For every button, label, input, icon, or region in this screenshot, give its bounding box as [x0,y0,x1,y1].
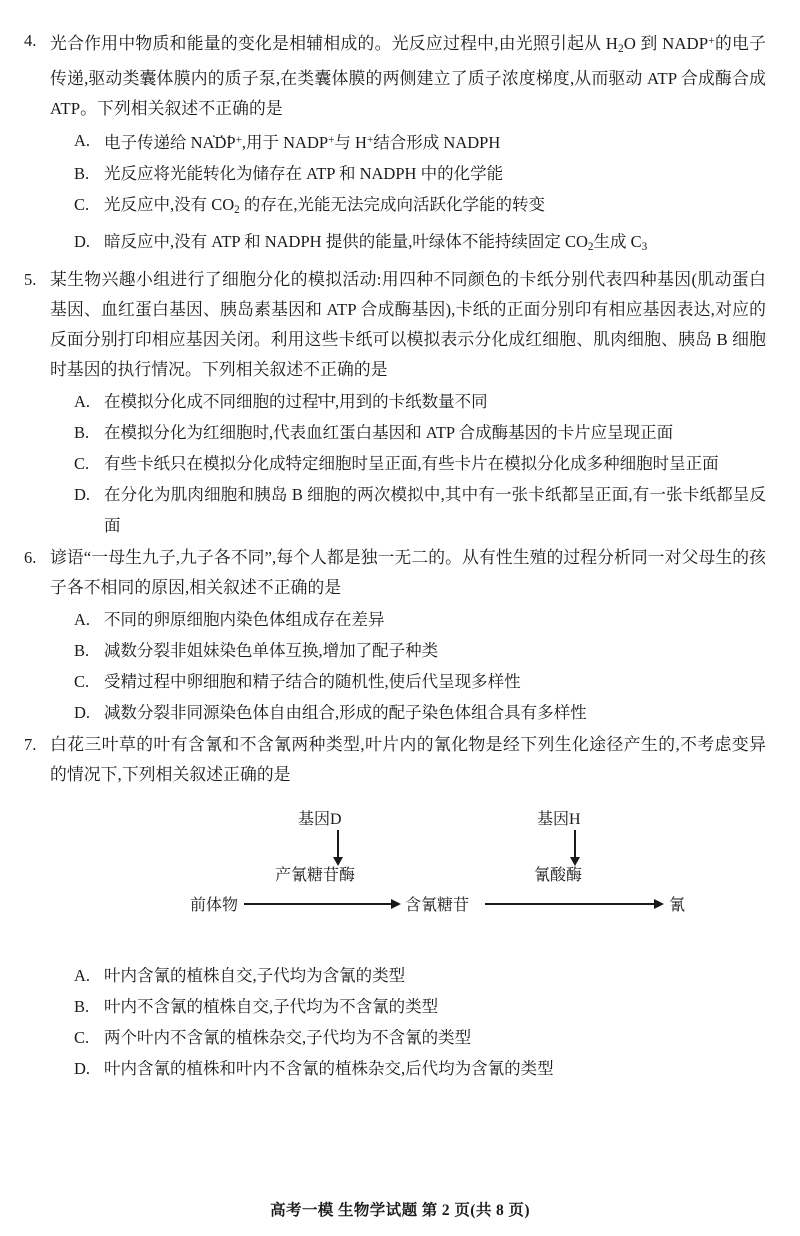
arrow-down-gene-d-icon [337,830,339,858]
option-text: 光反应中,没有 $CO_2$ 的存在,光能无法完成向活跃化学能的转变 [104,195,546,217]
options-list [50,960,766,1084]
diagram-label-intermediate: 含氰糖苷 [405,897,470,915]
option-text: 暗反应中,没有 ATP 和 NADPH 提供的能量,叶绿体不能持续固定 $CO_2$生成 $C_3$ [104,232,648,254]
option-label: A. [74,610,91,630]
arrow-down-gene-h-icon [574,830,576,858]
option-c[interactable] [50,666,766,697]
question-body [50,730,766,1084]
option-d[interactable] [50,226,766,263]
option-text: 减数分裂非姐妹染色单体互换,增加了配子种类 [104,641,439,661]
question-stem: 谚语“一母生九子,九子各不同”,每个人都是独一无二的。从有性生殖的过程分析同一对父母生的孩子各不相同的原因,相关叙述不正确 ...的是 [50,543,766,603]
option-a[interactable] [50,125,766,158]
option-label: D. [74,485,91,505]
question-5 [22,265,766,541]
option-c[interactable] [50,189,766,226]
option-c[interactable] [50,1022,766,1053]
diagram-label-enzyme1: 产氰糖苷酶 [275,867,356,885]
option-text: 叶内含氰的植株自交,子代均为含氰的类型 [104,966,406,986]
option-text: 在模拟分化成不同细胞的过程中,用到的卡纸数量不同 [104,392,488,412]
arrow-right-step2-icon [485,903,655,905]
question-body [50,265,766,541]
option-a[interactable] [50,386,766,417]
option-label: D. [74,232,91,252]
diagram-label-enzyme2: 氰酸酶 [534,867,583,885]
option-text: 叶内含氰的植株和叶内不含氰的植株杂交,后代均为含氰的类型 [104,1059,554,1079]
emphasis-dotted: 不正确 ... [198,94,249,124]
option-text: 电子传递给 NADP+,用于 NADP+与 H+结合形成 NADPH [104,133,501,153]
page-footer: 高考一模 生物学试题 第 2 页(共 8 页) [270,1202,530,1219]
option-d[interactable] [50,1053,766,1084]
question-number: 7. [24,735,37,755]
option-label: B. [74,423,90,443]
option-label: C. [74,672,90,692]
option-label: D. [74,703,91,723]
option-label: C. [74,195,90,215]
option-d[interactable] [50,479,766,541]
question-4 [22,26,766,263]
option-label: C. [74,1028,90,1048]
diagram-label-precursor: 前体物 [190,897,239,915]
question-number: 5. [24,270,37,290]
question-body [50,543,766,728]
diagram-label-gene-d: 基因D [298,811,342,829]
question-stem: 光合作用中物质和能量的变化是相辅相成的。光反应过程中,由光照引起从 $H_2O$ 到 NADP+的电子传递,驱动类囊体膜内的质子泵,在类囊体膜的两侧建立了质子浓度梯度,从而驱动 ATP 合成酶合成 ATP。下列相关叙述不正确 ...的是 [50,26,766,124]
option-c[interactable] [50,448,766,479]
options-list [50,604,766,728]
option-text: 不同的卵原细胞内染色体组成存在差异 [104,610,385,630]
options-list [50,386,766,541]
option-a[interactable] [50,604,766,635]
diagram-label-gene-h: 基因H [537,811,581,829]
option-text: 受精过程中卵细胞和精子结合的随机性,使后代呈现多样性 [104,672,521,692]
question-6 [22,543,766,728]
option-b[interactable] [50,635,766,666]
cyanide-pathway-diagram [50,804,766,954]
option-b[interactable] [50,158,766,189]
question-number: 4. [24,31,37,50]
option-text: 有些卡纸只在模拟分化成特定细胞时呈正面,有些卡片在模拟分化成多种细胞时呈正面 [104,454,719,474]
option-text: 叶内不含氰的植株自交,子代均为不含氰的类型 [104,997,439,1017]
option-a[interactable] [50,960,766,991]
option-text: 光反应将光能转化为储存在 ATP 和 NADPH 中的化学能 [104,164,504,184]
question-body [50,26,766,263]
option-b[interactable] [50,991,766,1022]
option-d[interactable] [50,697,766,728]
emphasis-dotted: 不正确 ... [257,573,308,603]
option-text: 在分化为肌肉细胞和胰岛 B 细胞的两次模拟中,其中有一张卡纸都呈正面,有一张卡纸都呈反面 [104,485,766,536]
diagram-label-product: 氰 [669,897,686,915]
question-7 [22,730,766,1084]
option-label: D. [74,1059,91,1079]
option-text: 在模拟分化为红细胞时,代表血红蛋白基因和 ATP 合成酶基因的卡片应呈现正面 [104,423,674,443]
option-label: B. [74,164,90,184]
question-stem: 某生物兴趣小组进行了细胞分化的模拟活动:用四种不同颜色的卡纸分别代表四种基因(肌动蛋白基因、血红蛋白基因、胰岛素基因和 ATP 合成酶基因),卡纸的正面分别印有相应基因表达,对应的反面分别打印相应基因关闭。利用这些卡纸可以模拟表示分化成红细胞、肌肉细胞、胰岛 B 细胞时基因的执行情况。下列相关叙述不正确 ...的是 [50,265,766,385]
option-text: 两个叶内不含氰的植株杂交,子代均为不含氰的类型 [104,1028,472,1048]
emphasis-dotted: 不正确 ... [303,355,354,385]
option-label: C. [74,454,90,474]
arrow-right-step1-icon [244,903,392,905]
option-label: A. [74,966,91,986]
question-number: 6. [24,548,37,568]
option-text: 减数分裂非同源染色体自由组合,形成的配子染色体组合具有多样性 [104,703,587,723]
option-b[interactable] [50,417,766,448]
option-label: B. [74,997,90,1017]
question-stem: 白花三叶草的叶有含氰和不含氰两种类型,叶片内的氰化物是经下列生化途径产生的,不考虑变异的情况下,下列相关叙述正确的是 [50,735,766,785]
option-label: B. [74,641,90,661]
option-label: A. [74,392,91,412]
option-label: A. [74,131,91,151]
options-list [50,125,766,263]
